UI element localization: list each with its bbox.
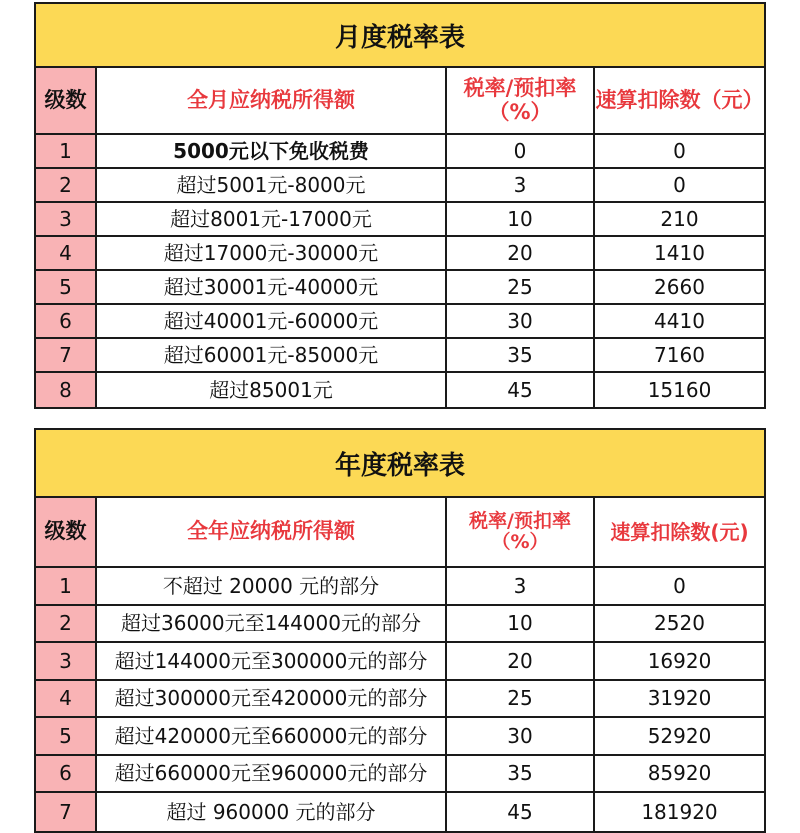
- cell-level: 3: [36, 643, 97, 679]
- cell-rate: 20: [447, 643, 595, 679]
- header-level: 级数: [36, 68, 97, 133]
- cell-rate: 3: [447, 568, 595, 604]
- cell-level: 4: [36, 237, 97, 269]
- cell-deduction: 16920: [647, 648, 712, 673]
- header-level: 级数: [36, 498, 97, 566]
- cell-rate: 25: [447, 271, 595, 303]
- cell-level: 1: [36, 568, 97, 604]
- cell-income: 超过300000元至420000元的部分: [97, 681, 447, 717]
- cell-rate: 45: [447, 793, 595, 831]
- cell-level: 5: [36, 718, 97, 754]
- table-row: [36, 793, 764, 831]
- table-row: [36, 681, 764, 719]
- header-income: 全年应纳税所得额: [97, 498, 447, 566]
- table-row: [36, 203, 764, 237]
- cell-deduction: 181920: [641, 799, 718, 824]
- cell-income: 超过660000元至960000元的部分: [97, 756, 447, 792]
- cell-deduction: 0: [673, 173, 686, 197]
- cell-level: 7: [36, 339, 97, 371]
- table-row: [36, 756, 764, 794]
- cell-income: 超过144000元至300000元的部分: [97, 643, 447, 679]
- cell-level: 6: [36, 756, 97, 792]
- cell-income: 超过420000元至660000元的部分: [97, 718, 447, 754]
- cell-deduction: 210: [660, 207, 699, 231]
- table-row: [36, 373, 764, 407]
- table-row: [36, 237, 764, 271]
- table-row: [36, 643, 764, 681]
- cell-rate: 30: [447, 718, 595, 754]
- cell-rate: 25: [447, 681, 595, 717]
- cell-level: 1: [36, 135, 97, 167]
- annual-tax-table: [34, 428, 766, 833]
- cell-deduction: 1410: [654, 241, 705, 265]
- cell-rate: 10: [447, 203, 595, 235]
- annual-header-row: [36, 498, 764, 568]
- table-row: [36, 339, 764, 373]
- header-rate: 税率/预扣率（%）: [447, 498, 595, 566]
- cell-deduction: 2520: [654, 611, 705, 636]
- cell-income: 不超过 20000 元的部分: [97, 568, 447, 604]
- header-deduction: 速算扣除数(元): [610, 520, 749, 544]
- cell-rate: 35: [447, 756, 595, 792]
- cell-income: 超过40001元-60000元: [97, 305, 447, 337]
- header-income: 全月应纳税所得额: [97, 68, 447, 133]
- cell-rate: 30: [447, 305, 595, 337]
- cell-level: 6: [36, 305, 97, 337]
- cell-level: 3: [36, 203, 97, 235]
- header-deduction: 速算扣除数（元）: [595, 87, 764, 112]
- cell-deduction: 7160: [654, 343, 705, 367]
- cell-income: 超过17000元-30000元: [97, 237, 447, 269]
- cell-deduction: 15160: [647, 378, 712, 402]
- cell-level: 8: [36, 373, 97, 407]
- cell-level: 2: [36, 606, 97, 642]
- cell-rate: 35: [447, 339, 595, 371]
- cell-income: 超过8001元-17000元: [97, 203, 447, 235]
- cell-rate: 10: [447, 606, 595, 642]
- cell-level: 5: [36, 271, 97, 303]
- table-row: [36, 718, 764, 756]
- cell-rate: 20: [447, 237, 595, 269]
- cell-income: 超过85001元: [97, 373, 447, 407]
- annual-table-title: 年度税率表: [36, 430, 764, 498]
- table-row: [36, 135, 764, 169]
- cell-income: 5000元以下免收税费: [97, 135, 447, 167]
- cell-rate: 0: [447, 135, 595, 167]
- cell-deduction: 52920: [647, 723, 712, 748]
- cell-level: 7: [36, 793, 97, 831]
- cell-income: 超过36000元至144000元的部分: [97, 606, 447, 642]
- table-row: [36, 169, 764, 203]
- cell-rate: 45: [447, 373, 595, 407]
- table-row: [36, 305, 764, 339]
- table-row: [36, 271, 764, 305]
- cell-deduction: 85920: [647, 761, 712, 786]
- cell-income: 超过5001元-8000元: [97, 169, 447, 201]
- cell-level: 2: [36, 169, 97, 201]
- monthly-tax-table: [34, 2, 766, 409]
- table-row: [36, 568, 764, 606]
- cell-deduction: 0: [673, 573, 686, 598]
- cell-deduction: 0: [673, 139, 686, 163]
- cell-income: 超过30001元-40000元: [97, 271, 447, 303]
- header-rate: 税率/预扣率（%）: [447, 68, 595, 133]
- cell-income: 超过 960000 元的部分: [97, 793, 447, 831]
- cell-deduction: 4410: [654, 309, 705, 333]
- cell-deduction: 31920: [647, 686, 712, 711]
- cell-level: 4: [36, 681, 97, 717]
- monthly-header-row: [36, 68, 764, 135]
- monthly-table-title: 月度税率表: [36, 4, 764, 68]
- cell-deduction: 2660: [654, 275, 705, 299]
- cell-rate: 3: [447, 169, 595, 201]
- table-row: [36, 606, 764, 644]
- cell-income: 超过60001元-85000元: [97, 339, 447, 371]
